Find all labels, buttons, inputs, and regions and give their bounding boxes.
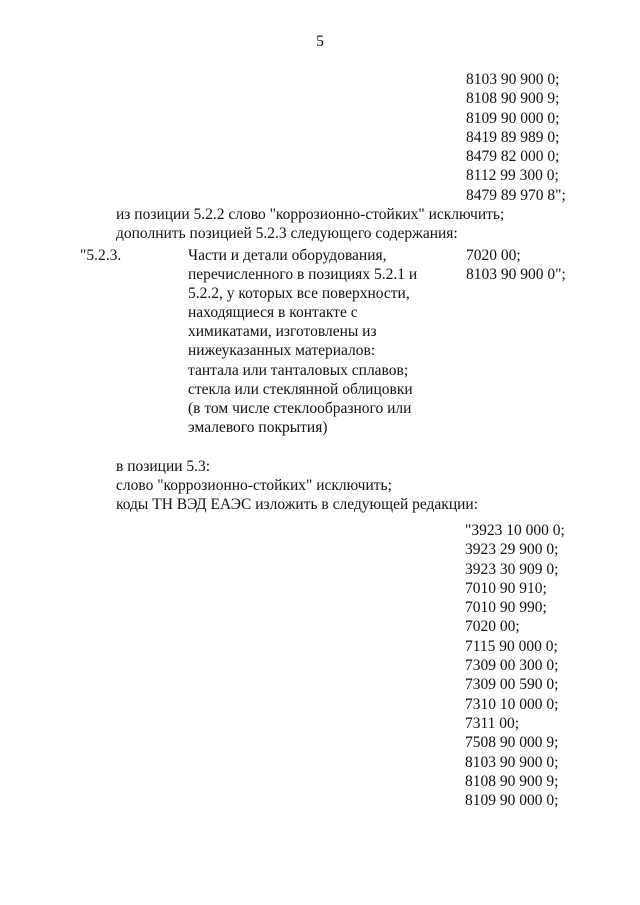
bottom-code-list (465, 521, 565, 810)
code-item: 8112 99 300 0; (466, 167, 559, 185)
code-item: 8108 90 900 9; (466, 90, 560, 108)
code-item: 7020 00; (465, 618, 520, 636)
code-item: 8479 82 000 0; (466, 148, 560, 166)
description-line: 5.2.2, у которых все поверхности, (188, 285, 410, 303)
code-item: 7508 90 000 9; (465, 734, 559, 752)
entry-number: "5.2.3. (80, 247, 122, 264)
entry-codes (466, 246, 566, 285)
code-item: 8103 90 900 0"; (466, 266, 566, 284)
top-code-list (466, 70, 566, 205)
word-instruction: слово "коррозионно-стойких" исключить; (116, 477, 392, 494)
add-instruction: дополнить позицией 5.2.3 следующего содержания: (116, 225, 458, 242)
code-item: 3923 29 900 0; (465, 541, 559, 559)
entry-description (188, 246, 417, 437)
code-item: 8103 90 900 0; (465, 753, 559, 771)
code-item: 7309 00 300 0; (465, 657, 559, 675)
code-item: 7115 90 000 0; (465, 637, 558, 655)
description-line: (в том числе стеклообразного или (188, 399, 412, 417)
exclude-instruction: из позиции 5.2.2 слово "коррозионно-стойких" исключить; (116, 206, 505, 223)
code-item: 3923 30 909 0; (465, 560, 559, 578)
code-item: 7010 90 910; (465, 579, 547, 597)
code-item: 8109 90 000 0; (465, 792, 559, 810)
code-item: 8103 90 900 0; (466, 71, 560, 88)
description-line: перечисленного в позициях 5.2.1 и (188, 266, 418, 284)
description-line: Части и детали оборудования, (188, 247, 387, 264)
code-item: 8479 89 970 8"; (466, 186, 566, 204)
code-item: 8419 89 989 0; (466, 128, 560, 146)
code-item: 7010 90 990; (465, 599, 547, 617)
code-item: 8109 90 000 0; (466, 109, 560, 127)
page-number: 5 (316, 33, 324, 50)
code-item: "3923 10 000 0; (465, 522, 565, 539)
description-line: нижеуказанных материалов: (188, 342, 376, 360)
description-line: химикатами, изготовлены из (188, 323, 377, 341)
description-line: находящиеся в контакте с (188, 304, 358, 322)
code-item: 8108 90 900 9; (465, 772, 559, 790)
code-item: 7311 00; (465, 714, 520, 732)
code-item: 7020 00; (466, 247, 521, 264)
code-item: 7310 10 000 0; (465, 695, 559, 713)
new-entry-row (80, 246, 580, 446)
description-line: стекла или стеклянной облицовки (188, 380, 413, 398)
codes-instruction: коды ТН ВЭД ЕАЭС изложить в следующей редакции: (116, 496, 479, 513)
code-item: 7309 00 590 0; (465, 676, 559, 694)
description-line: эмалевого покрытия) (188, 418, 328, 436)
position-instruction: в позиции 5.3: (116, 458, 211, 475)
description-line: тантала или танталовых сплавов; (188, 361, 409, 379)
